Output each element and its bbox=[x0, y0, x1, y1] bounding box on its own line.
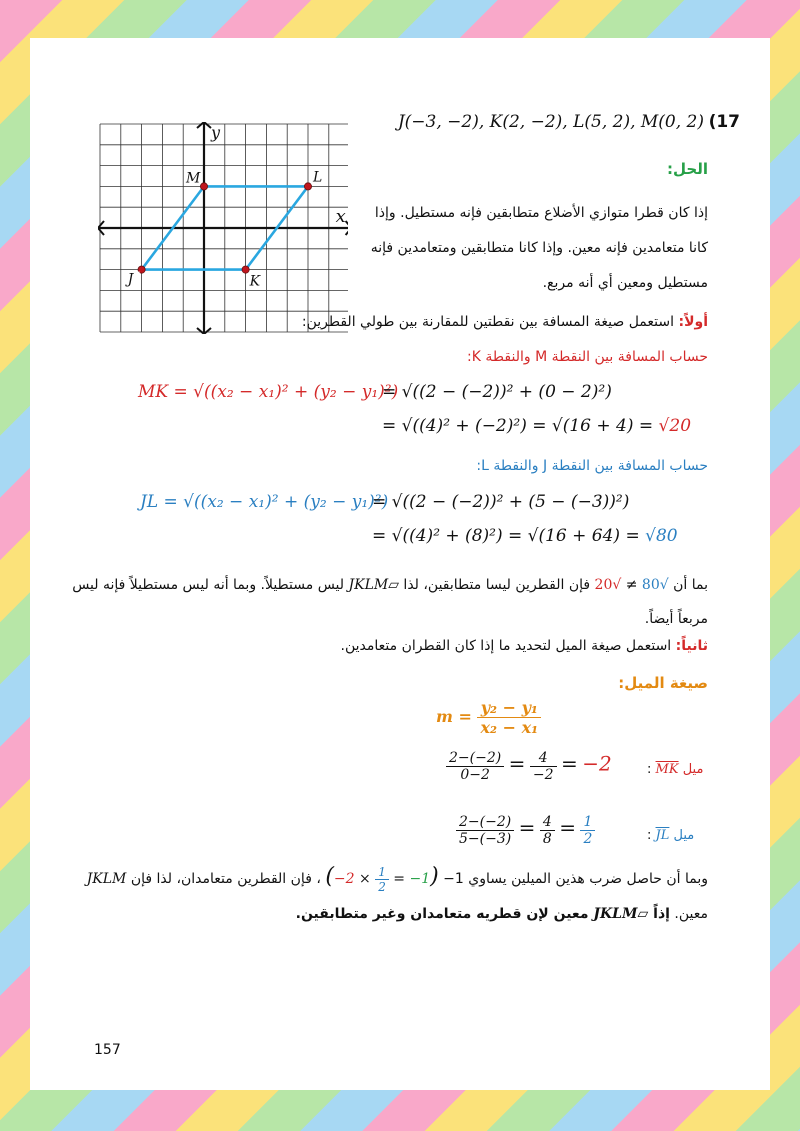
jl-result: √80 bbox=[645, 526, 678, 546]
product-minus-two: −2 bbox=[333, 871, 355, 887]
mk-slope-calc: $\frac{2-(-2)}{0-2}$ = $\frac{4}{-2}$ = −2 bbox=[446, 750, 612, 783]
product-minus-one: −1 bbox=[409, 871, 431, 887]
mk-step-2 bbox=[382, 416, 691, 436]
jl-slope-res-den: 2 bbox=[583, 831, 593, 847]
point-m bbox=[200, 183, 207, 190]
first-step bbox=[28, 314, 708, 330]
jl-slope-word: ميل bbox=[673, 828, 695, 843]
jl-slope-mid-den: 8 bbox=[542, 831, 552, 847]
mk-step-2-text: = √((4)² + (−2)²) = √(16 + 4) = bbox=[382, 416, 659, 436]
product-text-a: وبما أن حاصل ضرب هذين الميلين يساوي 1− bbox=[438, 871, 708, 887]
second-text: استعمل صيغة الميل لتحديد ما إذا كان القطران متعامدين. bbox=[340, 638, 672, 654]
first-text: استعمل صيغة المسافة بين نقطتين للمقارنة بين طولي القطرين: bbox=[301, 314, 675, 330]
second-label: ثانياً: bbox=[675, 638, 708, 654]
jl-slope-num: 2−(−2) bbox=[456, 814, 514, 831]
comparison-line-1 bbox=[28, 568, 708, 602]
comparison-paragraph bbox=[28, 568, 708, 636]
sqrt20-value: √20 bbox=[594, 577, 622, 593]
slope-heading: صيغة الميل: bbox=[618, 674, 708, 692]
product-expression bbox=[333, 864, 431, 894]
slope-formula-den: x₂ − x₁ bbox=[480, 718, 539, 737]
jl-step-1: = √((2 − (−2))² + (5 − (−3))²) bbox=[372, 492, 630, 512]
jl-slope-res-num: 1 bbox=[580, 814, 595, 831]
document-page bbox=[30, 38, 770, 1090]
mk-slope-segment: $\overline{MK}$ bbox=[655, 762, 679, 777]
y-axis-label: y bbox=[211, 123, 221, 142]
product-text-b: ، فإن القطرين متعامدان، لذا فإن bbox=[126, 871, 326, 887]
problem-row bbox=[397, 110, 740, 136]
intro-line-1: إذا كان قطرا متوازي الأضلاع متطابقين فإنه مستطيل. وإذا bbox=[374, 205, 708, 221]
mk-slope-fraction bbox=[446, 750, 504, 783]
jl-slope-segment: $\overline{JL}$ bbox=[655, 828, 670, 843]
jl-formula: JL = √((x₂ − x₁)² + (y₂ − y₁)²) bbox=[140, 492, 389, 512]
not-equal-sign: ≠ bbox=[621, 577, 642, 593]
problem-statement: J(−3, −2), K(2, −2), L(5, 2), M(0, 2) bbox=[397, 112, 704, 132]
jl-step-2-text: = √((4)² + (8)²) = √(16 + 64) = bbox=[372, 526, 646, 546]
mk-slope-mid-num: 4 bbox=[530, 750, 557, 767]
mk-slope-label: : $\overline{MK}$ ميل bbox=[647, 762, 704, 777]
point-l bbox=[304, 183, 311, 190]
second-step bbox=[28, 638, 708, 654]
jl-slope-calc: $\frac{2-(-2)}{5-(-3)}$ = $\frac{4}{8}$ = $\frac{1}{2}$ bbox=[456, 814, 595, 847]
conclusion-shape-name: ▱JKLM bbox=[593, 906, 649, 922]
product-shape-name: JKLM bbox=[86, 871, 127, 887]
solution-heading: الحل: bbox=[667, 160, 708, 178]
product-equals: = bbox=[388, 871, 410, 887]
mk-slope-den: 0−2 bbox=[460, 767, 490, 783]
slope-formula bbox=[436, 698, 541, 737]
problem-number: (17 bbox=[708, 112, 740, 132]
jl-heading: حساب المسافة بين النقطة J والنقطة L: bbox=[476, 458, 708, 474]
comparison-line-2: مربعاً أيضاً. bbox=[644, 611, 708, 627]
conclusion-line bbox=[28, 906, 708, 922]
point-label-m: M bbox=[186, 170, 201, 187]
slope-formula-fraction bbox=[477, 698, 541, 737]
conclusion-text-b: إذاً bbox=[648, 906, 670, 922]
point-label-j: J bbox=[127, 271, 134, 288]
mk-slope-mid bbox=[530, 750, 557, 783]
mk-slope-mid-den: −2 bbox=[532, 767, 554, 783]
mk-formula: MK = √((x₂ − x₁)² + (y₂ − y₁)²) bbox=[138, 382, 399, 402]
intro-line-3: مستطيل ومعين أي أنه مربع. bbox=[542, 275, 708, 291]
mk-heading: حساب المسافة بين النقطة M والنقطة K: bbox=[467, 349, 708, 365]
product-half bbox=[375, 865, 389, 894]
jl-slope-den: 5−(−3) bbox=[459, 831, 512, 847]
comparison-text-b: فإن القطرين ليسا متطابقين، لذا bbox=[398, 577, 595, 593]
x-axis-label: x bbox=[335, 206, 346, 227]
parallelogram-name: ▱JKLM bbox=[348, 577, 399, 593]
mk-step-1: = √((2 − (−2))² + (0 − 2)²) bbox=[382, 382, 612, 402]
jl-slope-mid bbox=[540, 814, 555, 847]
intro-paragraph bbox=[348, 196, 708, 301]
jl-step-2 bbox=[372, 526, 678, 546]
product-half-num: 1 bbox=[375, 865, 389, 880]
coordinate-graph bbox=[98, 122, 348, 334]
mk-slope-word: ميل bbox=[682, 762, 704, 777]
product-times: × bbox=[354, 871, 376, 887]
product-half-den: 2 bbox=[378, 879, 386, 894]
page-number: 157 bbox=[94, 1042, 121, 1058]
sqrt80-value: √80 bbox=[641, 577, 669, 593]
mk-slope-result: −2 bbox=[582, 751, 612, 776]
point-k bbox=[242, 266, 249, 273]
conclusion-text-a: معين. bbox=[669, 906, 708, 922]
jl-slope-label: : $\overline{JL}$ ميل bbox=[647, 828, 695, 843]
mk-result: √20 bbox=[658, 416, 692, 436]
slope-formula-lhs: m = bbox=[436, 707, 472, 726]
product-line: وبما أن حاصل ضرب هذين الميلين يساوي 1− (−2 × $\frac{1}{2}$ = −1) ، فإن القطرين متعامدان، لذا فإن JKLM bbox=[86, 864, 708, 894]
intro-line-2: كانا متعامدين فإنه معين. وإذا كانا متطابقين ومتعامدين فإنه bbox=[370, 240, 708, 256]
comparison-text-a: بما أن bbox=[668, 577, 708, 593]
jl-slope-mid-num: 4 bbox=[540, 814, 555, 831]
conclusion-text-c: معين لإن قطريه متعامدان وغير متطابقين. bbox=[295, 906, 594, 922]
slope-formula-num: y₂ − y₁ bbox=[477, 698, 541, 718]
jl-slope-result bbox=[580, 814, 595, 847]
mk-slope-num: 2−(−2) bbox=[446, 750, 504, 767]
comparison-text-c: ليس مستطيلاً. وبما أنه ليس مستطيلاً فإنه ليس bbox=[72, 577, 349, 593]
point-label-k: K bbox=[249, 273, 261, 290]
point-label-l: L bbox=[313, 169, 323, 186]
jl-slope-fraction bbox=[456, 814, 514, 847]
first-label: أولاً: bbox=[678, 314, 708, 330]
